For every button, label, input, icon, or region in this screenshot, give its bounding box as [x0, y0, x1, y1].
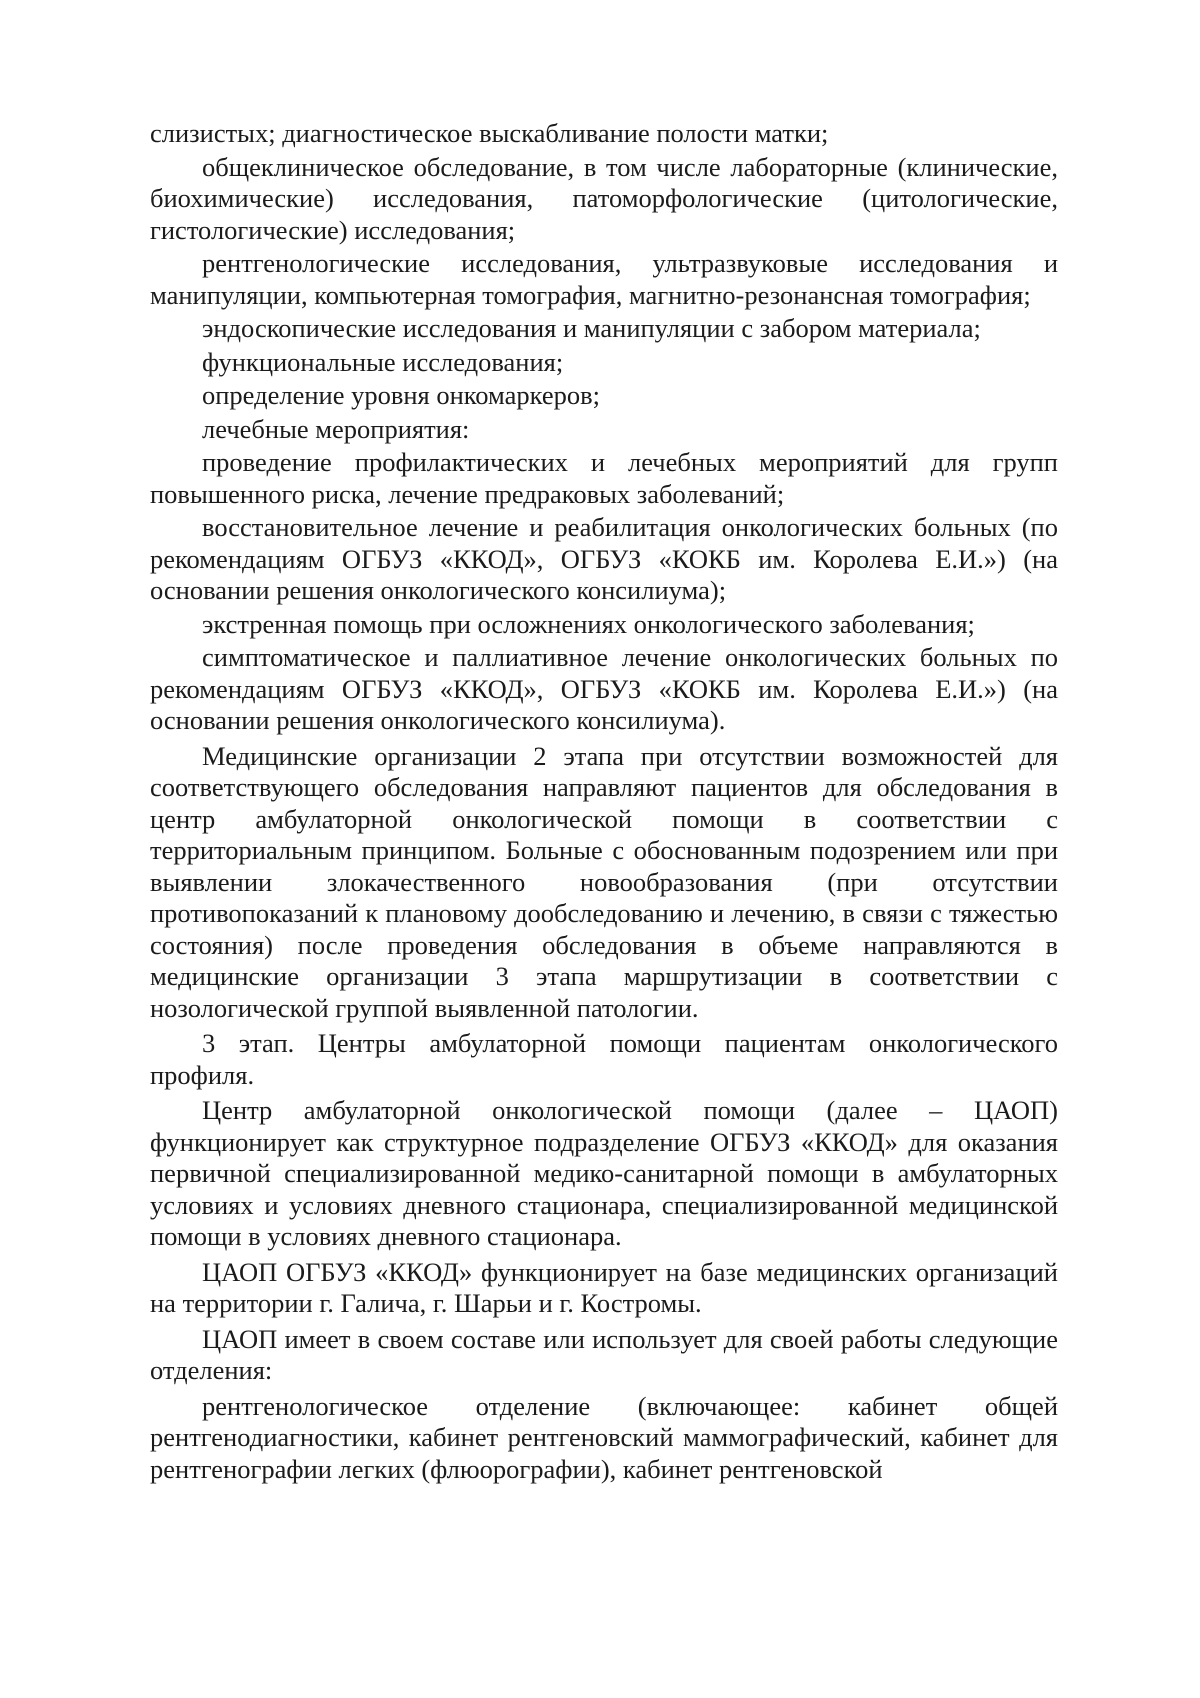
- paragraph-9: восстановительное лечение и реабилитация онкологических больных (по рекомендациям ОГБУЗ «ККОД», ОГБУЗ «КОКБ им. Королева Е.И.») (на основании решения онкологического консилиума);: [150, 512, 1058, 605]
- document-body: [150, 118, 1058, 1487]
- paragraph-3: рентгенологические исследования, ультразвуковые исследования и манипуляции, компьютерная томография, магнитно-резонансная томография;: [150, 248, 1058, 310]
- paragraph-5: функциональные исследования;: [202, 346, 564, 377]
- paragraph-15: ЦАОП ОГБУЗ «ККОД» функционирует на базе медицинских организаций на территории г. Галича, г. Шарьи и г. Костромы.: [150, 1256, 1058, 1318]
- paragraph-11: симптоматическое и паллиативное лечение онкологических больных по рекомендациям ОГБУЗ «ККОД», ОГБУЗ «КОКБ им. Королева Е.И.») (на основании решения онкологического консилиума).: [150, 642, 1058, 735]
- paragraph-4: эндоскопические исследования и манипуляции с забором материала;: [202, 313, 981, 343]
- paragraph-8: проведение профилактических и лечебных мероприятий для групп повышенного риска, лечение предраковых заболеваний;: [150, 447, 1058, 509]
- paragraph-2: общеклиническое обследование, в том числе лабораторные (клинические, биохимические) исследования, патоморфологические (цитологические, гистологические) исследования;: [150, 151, 1058, 245]
- paragraph-13: 3 этап. Центры амбулаторной помощи пациентам онкологического профиля.: [150, 1028, 1058, 1090]
- paragraph-14: Центр амбулаторной онкологической помощи (далее – ЦАОП) функционирует как структурное подразделение ОГБУЗ «ККОД» для оказания первичной специализированной медико-санитарной помощи в амбулаторных условиях и условиях дневного стационара, специализированной медицинской помощи в условиях дневного стационара.: [150, 1095, 1058, 1251]
- paragraph-12: Медицинские организации 2 этапа при отсутствии возможностей для соответствующего обследования направляют пациентов для обследования в центр амбулаторной онкологической помощи в соответствии с территориальным принципом. Больные с обоснованным подозрением или при выявлении злокачественного новообразования (при отсутствии противопоказаний к плановому дообследованию и лечению, в связи с тяжестью состояния) после проведения обследования в объеме направляются в медицинские организации 3 этапа маршрутизации в соответствии с нозологической группой выявленной патологии.: [150, 740, 1058, 1023]
- paragraph-17: рентгенологическое отделение (включающее: кабинет общей рентгенодиагностики, кабинет рентгеновский маммографический, кабинет для рентгенографии легких (флюорографии), кабинет рентгеновской: [150, 1390, 1058, 1484]
- paragraph-16: ЦАОП имеет в своем составе или использует для своей работы следующие отделения:: [150, 1323, 1058, 1385]
- paragraph-1: слизистых; диагностическое выскабливание полости матки;: [150, 118, 829, 148]
- paragraph-6: определение уровня онкомаркеров;: [202, 380, 600, 410]
- paragraph-7: лечебные мероприятия:: [202, 413, 470, 444]
- paragraph-10: экстренная помощь при осложнениях онкологического заболевания;: [202, 608, 975, 639]
